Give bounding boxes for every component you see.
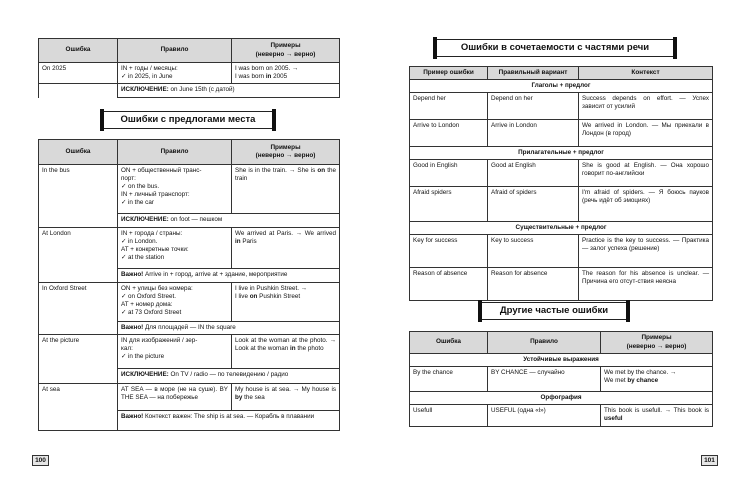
context-cell: She is good at English. — Она хорошо говорит по-английски — [579, 160, 713, 187]
rule-cell: USEFUL (одна «l») — [488, 405, 601, 427]
col-context-header: Контекст — [579, 67, 713, 80]
col-rule-header: Правило — [118, 140, 232, 165]
col-error-header: Ошибка — [410, 332, 488, 354]
correct-cell: Reason for absence — [488, 268, 579, 301]
section-heading-other-errors: Другие частые ошибки — [481, 302, 627, 320]
page-number: 100 — [32, 455, 49, 466]
section-heading-parts-of-speech: Ошибки в сочетаемости с частями речи — [436, 39, 674, 57]
context-cell: Success depends on effort. — Успех зависит от усилий — [579, 93, 713, 120]
col-examples-header: Примеры (неверно → верно) — [232, 140, 340, 165]
col-error-header: Ошибка — [39, 140, 118, 165]
col-correct-header: Правильный вариант — [488, 67, 579, 80]
rule-cell: IN для изображений / зер- кал: ✓ in the picture — [118, 335, 232, 369]
rule-cell: BY CHANCE — случайно — [488, 367, 601, 392]
example-cell: I live in Pushkin Street. → I live on Pushkin Street — [232, 283, 340, 322]
example-cell: We met by the chance. → We met by chance — [601, 367, 713, 392]
correct-cell: Depend on her — [488, 93, 579, 120]
section-title: Орфография — [410, 392, 713, 405]
error-cell: Reason of absence — [410, 268, 488, 301]
example-cell: She is in the train. → She is on the train — [232, 165, 340, 214]
other-errors-table — [409, 331, 713, 427]
section-title: Глаголы + предлог — [410, 80, 713, 93]
section-title: Устойчивые выражения — [410, 354, 713, 367]
section-title: Прилагательные + предлог — [410, 147, 713, 160]
example-cell: Look at the woman at the photo. → Look at the woman in the photo — [232, 335, 340, 369]
example-cell: This book is usefull. → This book is useful — [601, 405, 713, 427]
error-cell: Afraid spiders — [410, 187, 488, 222]
section-heading-place-prepositions: Ошибки с предлогами места — [103, 111, 273, 129]
error-cell: In the bus — [39, 165, 118, 228]
error-cell: Good in English — [410, 160, 488, 187]
example-cell: My house is at sea. → My house is by the sea — [232, 384, 340, 411]
col-examples-header: Примеры (неверно → верно) — [232, 39, 340, 63]
error-cell: Usefull — [410, 405, 488, 427]
context-cell: I'm afraid of spiders. — Я боюсь пауков (речь идёт об эмоциях) — [579, 187, 713, 222]
right-page — [375, 0, 750, 493]
error-cell: At London — [39, 228, 118, 283]
correct-cell: Key to success — [488, 235, 579, 268]
col-examples-header: Примеры (неверно → верно) — [601, 332, 713, 354]
correct-cell: Arrive in London — [488, 120, 579, 147]
error-cell: Key for success — [410, 235, 488, 268]
context-cell: Practice is the key to success. — Практика — залог успеха (решение) — [579, 235, 713, 268]
example-cell: We arrived at Paris. → We arrived in Paris — [232, 228, 340, 269]
note-cell: ИСКЛЮЧЕНИЕ: On TV / radio — по телевидению / радио — [118, 369, 340, 384]
section-title: Существительные + предлог — [410, 222, 713, 235]
rule-cell: ON + общественный транс- порт: ✓ on the bus. IN + личный транспорт: ✓ in the car — [118, 165, 232, 214]
error-cell: By the chance — [410, 367, 488, 392]
example-cell: I was born on 2005. → I was born in 2005 — [232, 63, 340, 84]
error-cell: At sea — [39, 384, 118, 431]
place-prepositions-table — [38, 139, 340, 431]
collocation-table — [409, 66, 713, 301]
note-cell: Важно! Arrive in + город, arrive at + здание, мероприятие — [118, 269, 340, 283]
years-months-table — [38, 38, 340, 98]
note-cell: ИСКЛЮЧЕНИЕ: on foot — пешком — [118, 214, 340, 228]
rule-cell: IN + годы / месяцы: ✓ in 2025, in June — [118, 63, 232, 84]
col-rule-header: Правило — [118, 39, 232, 63]
col-error-header: Ошибка — [39, 39, 118, 63]
note-cell: Важно! Для площадей — IN the square — [118, 322, 340, 335]
context-cell: The reason for his absence is unclear. — Причина его отсут-ствия неясна — [579, 268, 713, 301]
error-cell: At the picture — [39, 335, 118, 384]
error-cell: Depend her — [410, 93, 488, 120]
correct-cell: Afraid of spiders — [488, 187, 579, 222]
error-cell: In Oxford Street — [39, 283, 118, 335]
correct-cell: Good at English — [488, 160, 579, 187]
rule-cell: AT SEA — в море (не на сушe). BY THE SEA — на побережье — [118, 384, 232, 411]
error-cell: Arrive to London — [410, 120, 488, 147]
col-error-example-header: Пример ошибки — [410, 67, 488, 80]
error-cell: On 2025 — [39, 63, 118, 84]
exception-note: ИСКЛЮЧЕНИЕ: on June 15th (с датой) — [118, 84, 340, 98]
col-rule-header: Правило — [488, 332, 601, 354]
page-number: 101 — [701, 455, 718, 466]
rule-cell: IN + города / страны: ✓ in London. AT + конкретные точки: ✓ at the station — [118, 228, 232, 269]
rule-cell: ON + улицы без номера: ✓ on Oxford Street. AT + номер дома: ✓ at 73 Oxford Street — [118, 283, 232, 322]
note-cell: Важно! Контекст важен: The ship is at sea. — Корабль в плавании — [118, 411, 340, 431]
context-cell: We arrived in London. — Мы приехали в Лондон (в город) — [579, 120, 713, 147]
